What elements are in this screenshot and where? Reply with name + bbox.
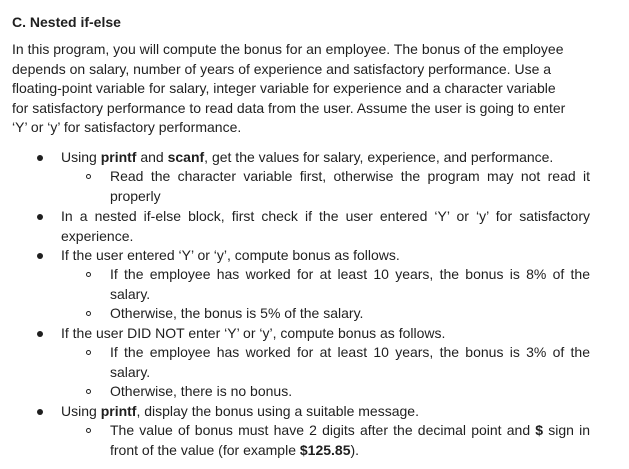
code-term: scanf: [167, 149, 205, 165]
section-heading: C. Nested if-else: [12, 14, 121, 30]
item-text: Otherwise, the bonus is 5% of the salary.: [110, 305, 364, 321]
bullet-icon: [37, 409, 43, 415]
bullet-icon: [37, 253, 43, 259]
item-text: Otherwise, there is no bonus.: [110, 383, 293, 399]
intro-paragraph: [12, 40, 612, 138]
item-text: The value of bonus must have 2 digits after the decimal point and: [110, 422, 536, 438]
item-text: properly: [110, 187, 161, 204]
item-text: Using: [61, 403, 101, 419]
sub-bullet-icon: [86, 350, 91, 355]
sub-bullet-icon: [86, 272, 91, 277]
item-text: Using: [61, 149, 101, 165]
intro-line: ‘Y’ or ‘y’ for satisfactory performance.: [12, 119, 242, 135]
intro-line: for satisfactory performance to read data from the user. Assume the user is going to enter: [12, 99, 566, 116]
item-text: If the employee has worked for at least 10 years, the bonus is 3% of the: [110, 344, 590, 360]
sub-list-item: [110, 167, 590, 206]
list-item: [61, 402, 419, 422]
item-text: sign in: [543, 422, 591, 438]
list-item: [61, 148, 553, 168]
item-text: If the user entered ‘Y’ or ‘y’, compute bonus as follows.: [61, 247, 400, 263]
item-text: experience.: [61, 227, 134, 244]
code-term: printf: [100, 403, 137, 419]
list-item: [61, 207, 590, 246]
item-text: In a nested if-else block, first check if the user entered ‘Y’ or ‘y’ for satisfactory: [61, 208, 590, 224]
intro-line: floating-point variable for salary, integer variable for experience and a character variable: [12, 80, 556, 96]
sub-list-item: [110, 421, 590, 460]
item-text: and: [136, 149, 168, 165]
item-text: ).: [350, 441, 360, 458]
item-text: , display the bonus using a suitable message.: [136, 403, 419, 419]
bullet-icon: [37, 155, 43, 161]
bullet-icon: [37, 331, 43, 337]
item-text: salary.: [110, 363, 151, 380]
list-item: [61, 324, 445, 344]
sub-bullet-icon: [86, 389, 91, 394]
list-item: [61, 246, 400, 266]
sub-list-item: [110, 343, 590, 382]
item-text: If the employee has worked for at least 10 years, the bonus is 8% of the: [110, 266, 590, 282]
bullet-icon: [37, 214, 43, 220]
example-value: $125.85: [299, 441, 351, 458]
item-text: If the user DID NOT enter ‘Y’ or ‘y’, compute bonus as follows.: [61, 325, 446, 341]
item-text: salary.: [110, 285, 151, 302]
sub-bullet-icon: [86, 174, 91, 179]
code-term: printf: [100, 149, 137, 165]
sub-list-item: [110, 382, 292, 402]
sub-list-item: [110, 265, 590, 304]
sub-bullet-icon: [86, 311, 91, 316]
sub-bullet-icon: [86, 428, 91, 433]
item-text: Read the character variable first, otherwise the program may not read it: [110, 168, 590, 184]
item-text: , get the values for salary, experience, and performance.: [204, 149, 554, 165]
sub-list-item: [110, 304, 363, 324]
item-text: front of the value (for example: [110, 441, 300, 458]
dollar-sign: $: [535, 422, 544, 438]
intro-line: depends on salary, number of years of experience and satisfactory performance. Use a: [12, 60, 552, 77]
intro-line: In this program, you will compute the bonus for an employee. The bonus of the employee: [12, 41, 564, 57]
